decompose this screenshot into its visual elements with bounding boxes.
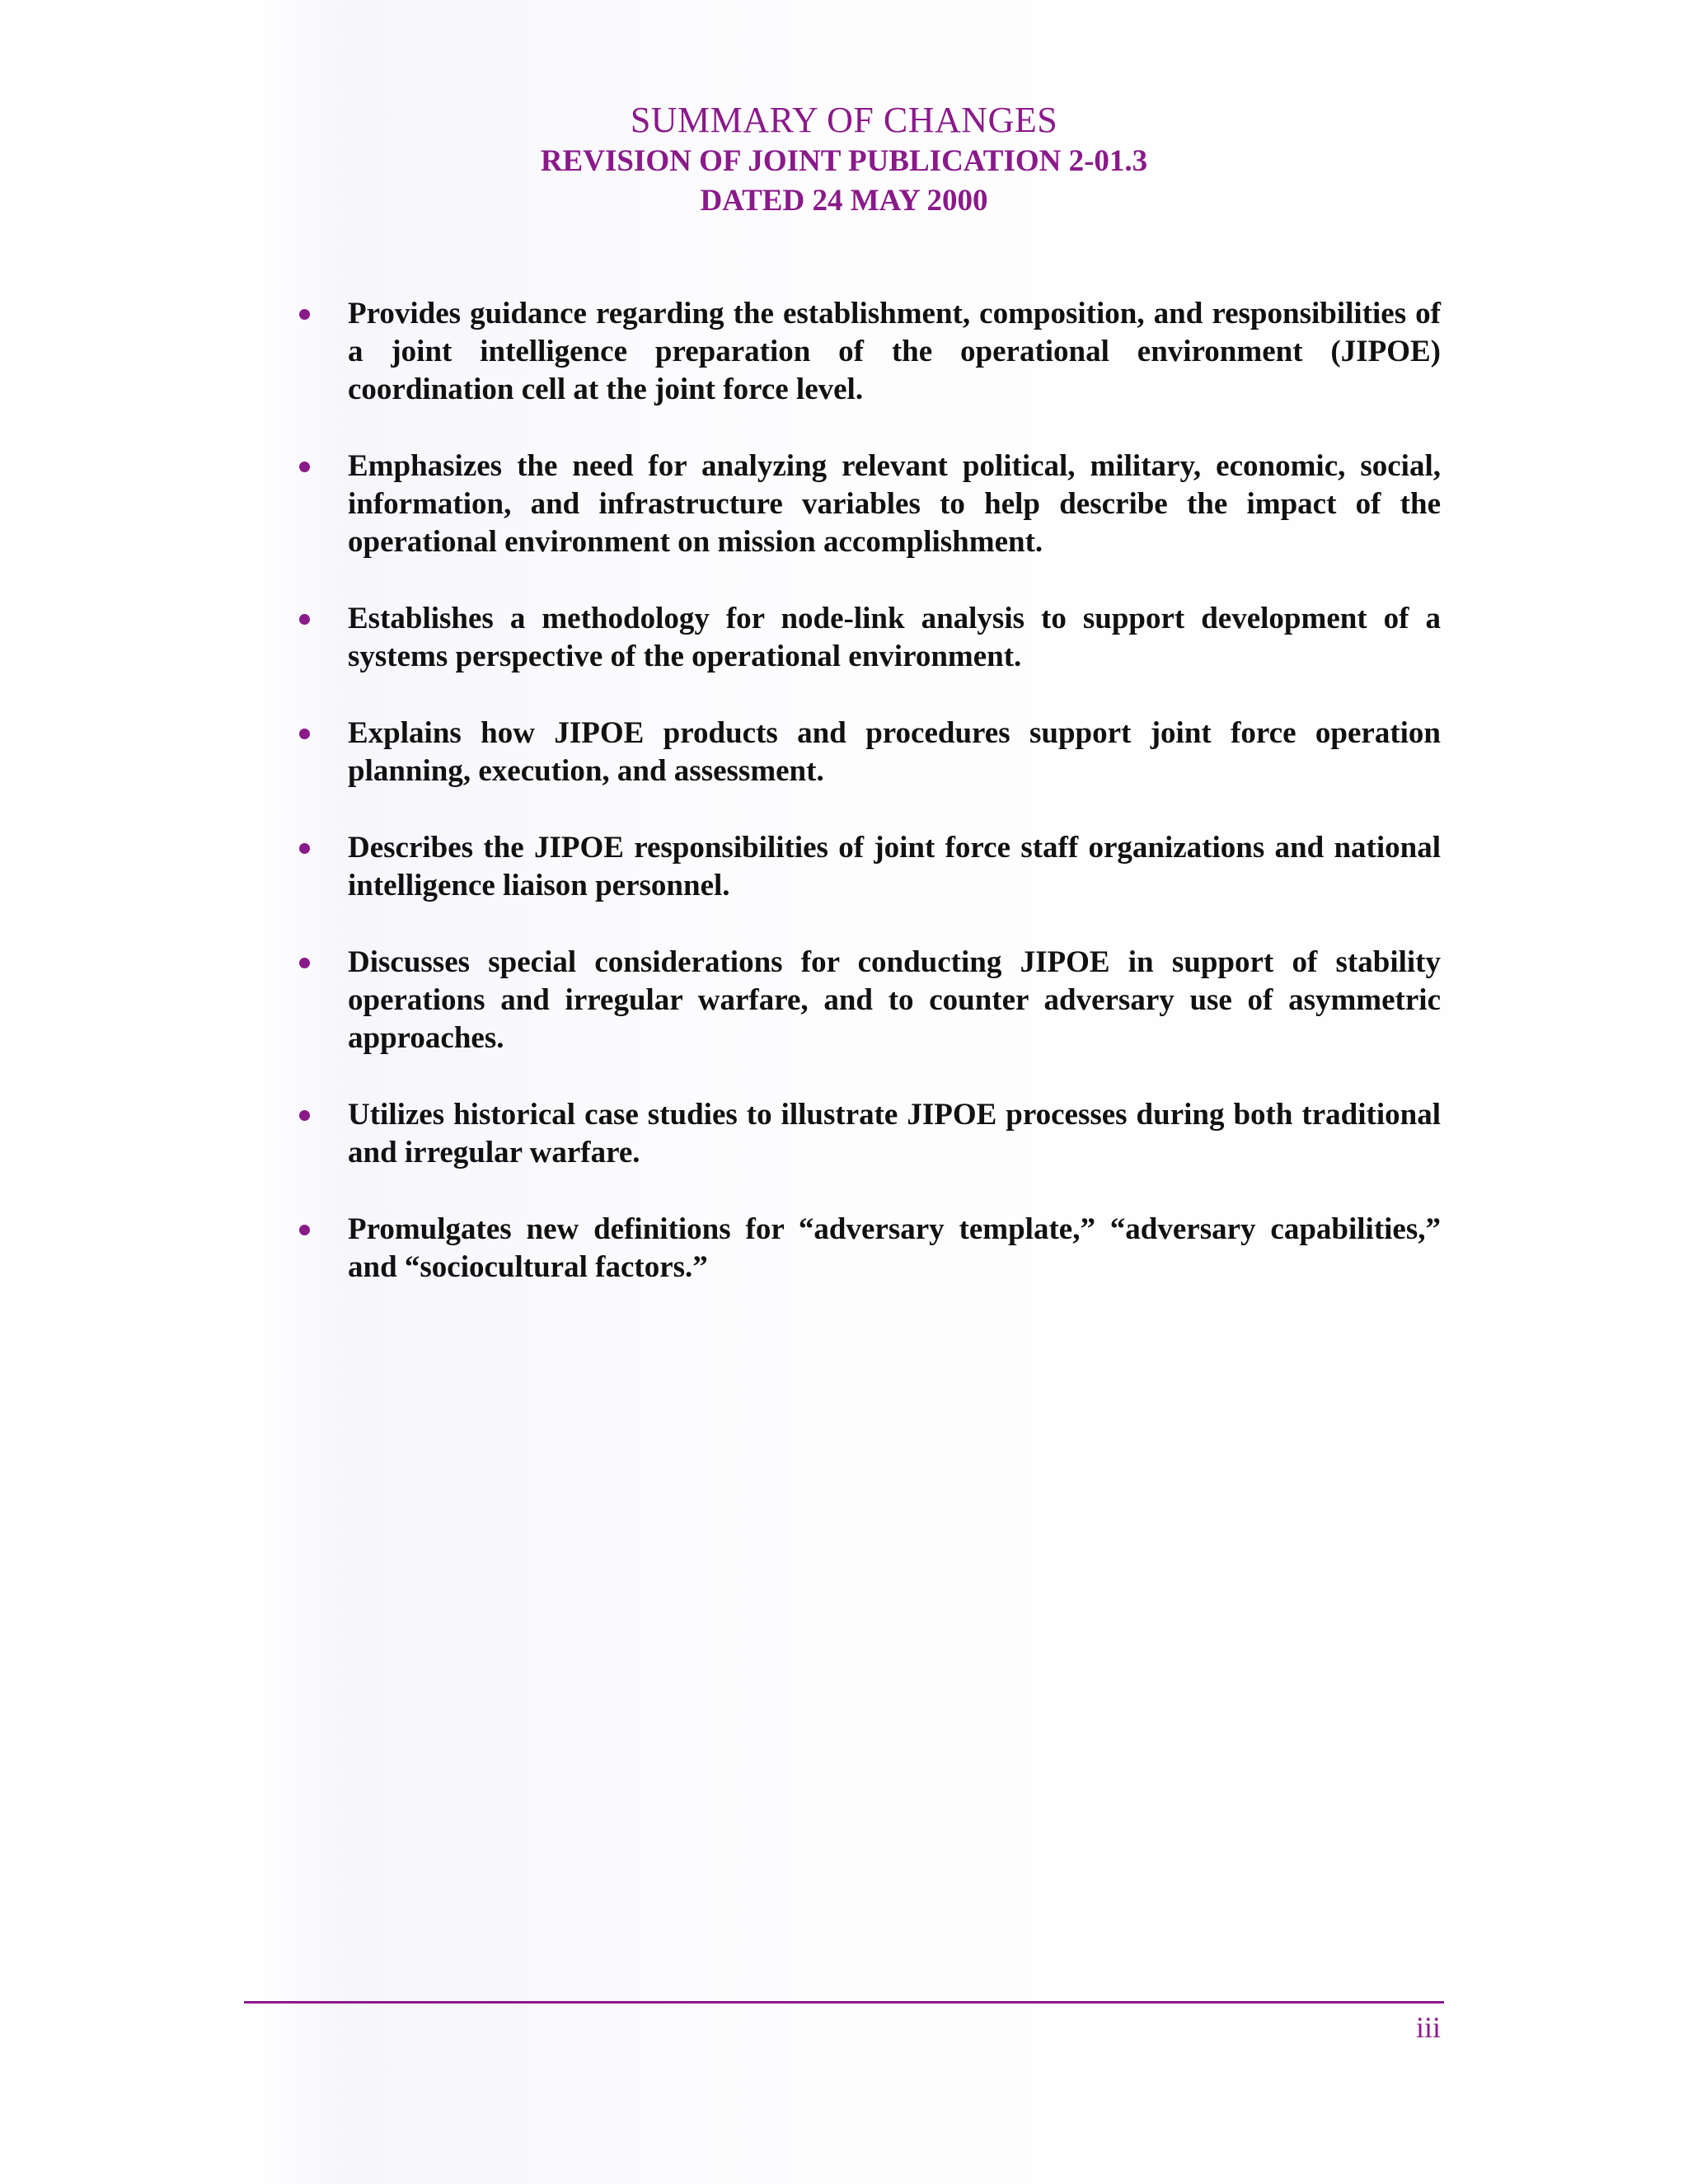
list-item-text: Discusses special considerations for conducting JIPOE in support of stability operations and irregular warfare, and to counter adversary use of asymmetric approaches.	[348, 945, 1441, 1055]
changes-list	[293, 295, 1441, 1325]
list-item-text: Utilizes historical case studies to illustrate JIPOE processes during both traditional and irregular warfare.	[348, 1098, 1441, 1169]
revision-line: REVISION OF JOINT PUBLICATION 2-01.3	[540, 144, 1148, 178]
list-item-text: Provides guidance regarding the establishment, composition, and responsibilities of a joint intelligence preparation of the operational environment (JIPOE) coordination cell at the joint force level.	[348, 297, 1441, 406]
list-item	[293, 295, 1441, 409]
list-item	[293, 829, 1441, 905]
bullet-icon	[299, 309, 310, 320]
date-line: DATED 24 MAY 2000	[700, 184, 988, 218]
page-number: iii	[1415, 2011, 1441, 2044]
list-item-text: Promulgates new definitions for “adversary template,” “adversary capabilities,” and “sociocultural factors.”	[348, 1212, 1441, 1284]
list-item	[293, 448, 1441, 561]
list-item-text: Explains how JIPOE products and procedures support joint force operation planning, execution, and assessment.	[348, 716, 1441, 788]
list-item-text: Describes the JIPOE responsibilities of joint force staff organizations and national intelligence liaison personnel.	[348, 831, 1441, 902]
list-item-text: Emphasizes the need for analyzing relevant political, military, economic, social, information, and infrastructure variables to help describe the impact of the operational environment on mission accomplishment.	[348, 449, 1441, 559]
list-item	[293, 1211, 1441, 1286]
bullet-icon	[299, 462, 310, 472]
list-item	[293, 1096, 1441, 1172]
bullet-icon	[299, 958, 310, 968]
list-item	[293, 944, 1441, 1057]
bullet-icon	[299, 1110, 310, 1121]
page-header	[0, 99, 1688, 221]
bullet-icon	[299, 843, 310, 854]
bullet-icon	[299, 614, 310, 625]
footer-divider	[244, 2001, 1444, 2004]
list-item-text: Establishes a methodology for node-link analysis to support development of a systems perspective of the operational environment.	[348, 602, 1441, 673]
bullet-icon	[299, 729, 310, 739]
list-item	[293, 715, 1441, 790]
page-title: SUMMARY OF CHANGES	[630, 100, 1058, 140]
bullet-icon	[299, 1225, 310, 1235]
list-item	[293, 600, 1441, 676]
